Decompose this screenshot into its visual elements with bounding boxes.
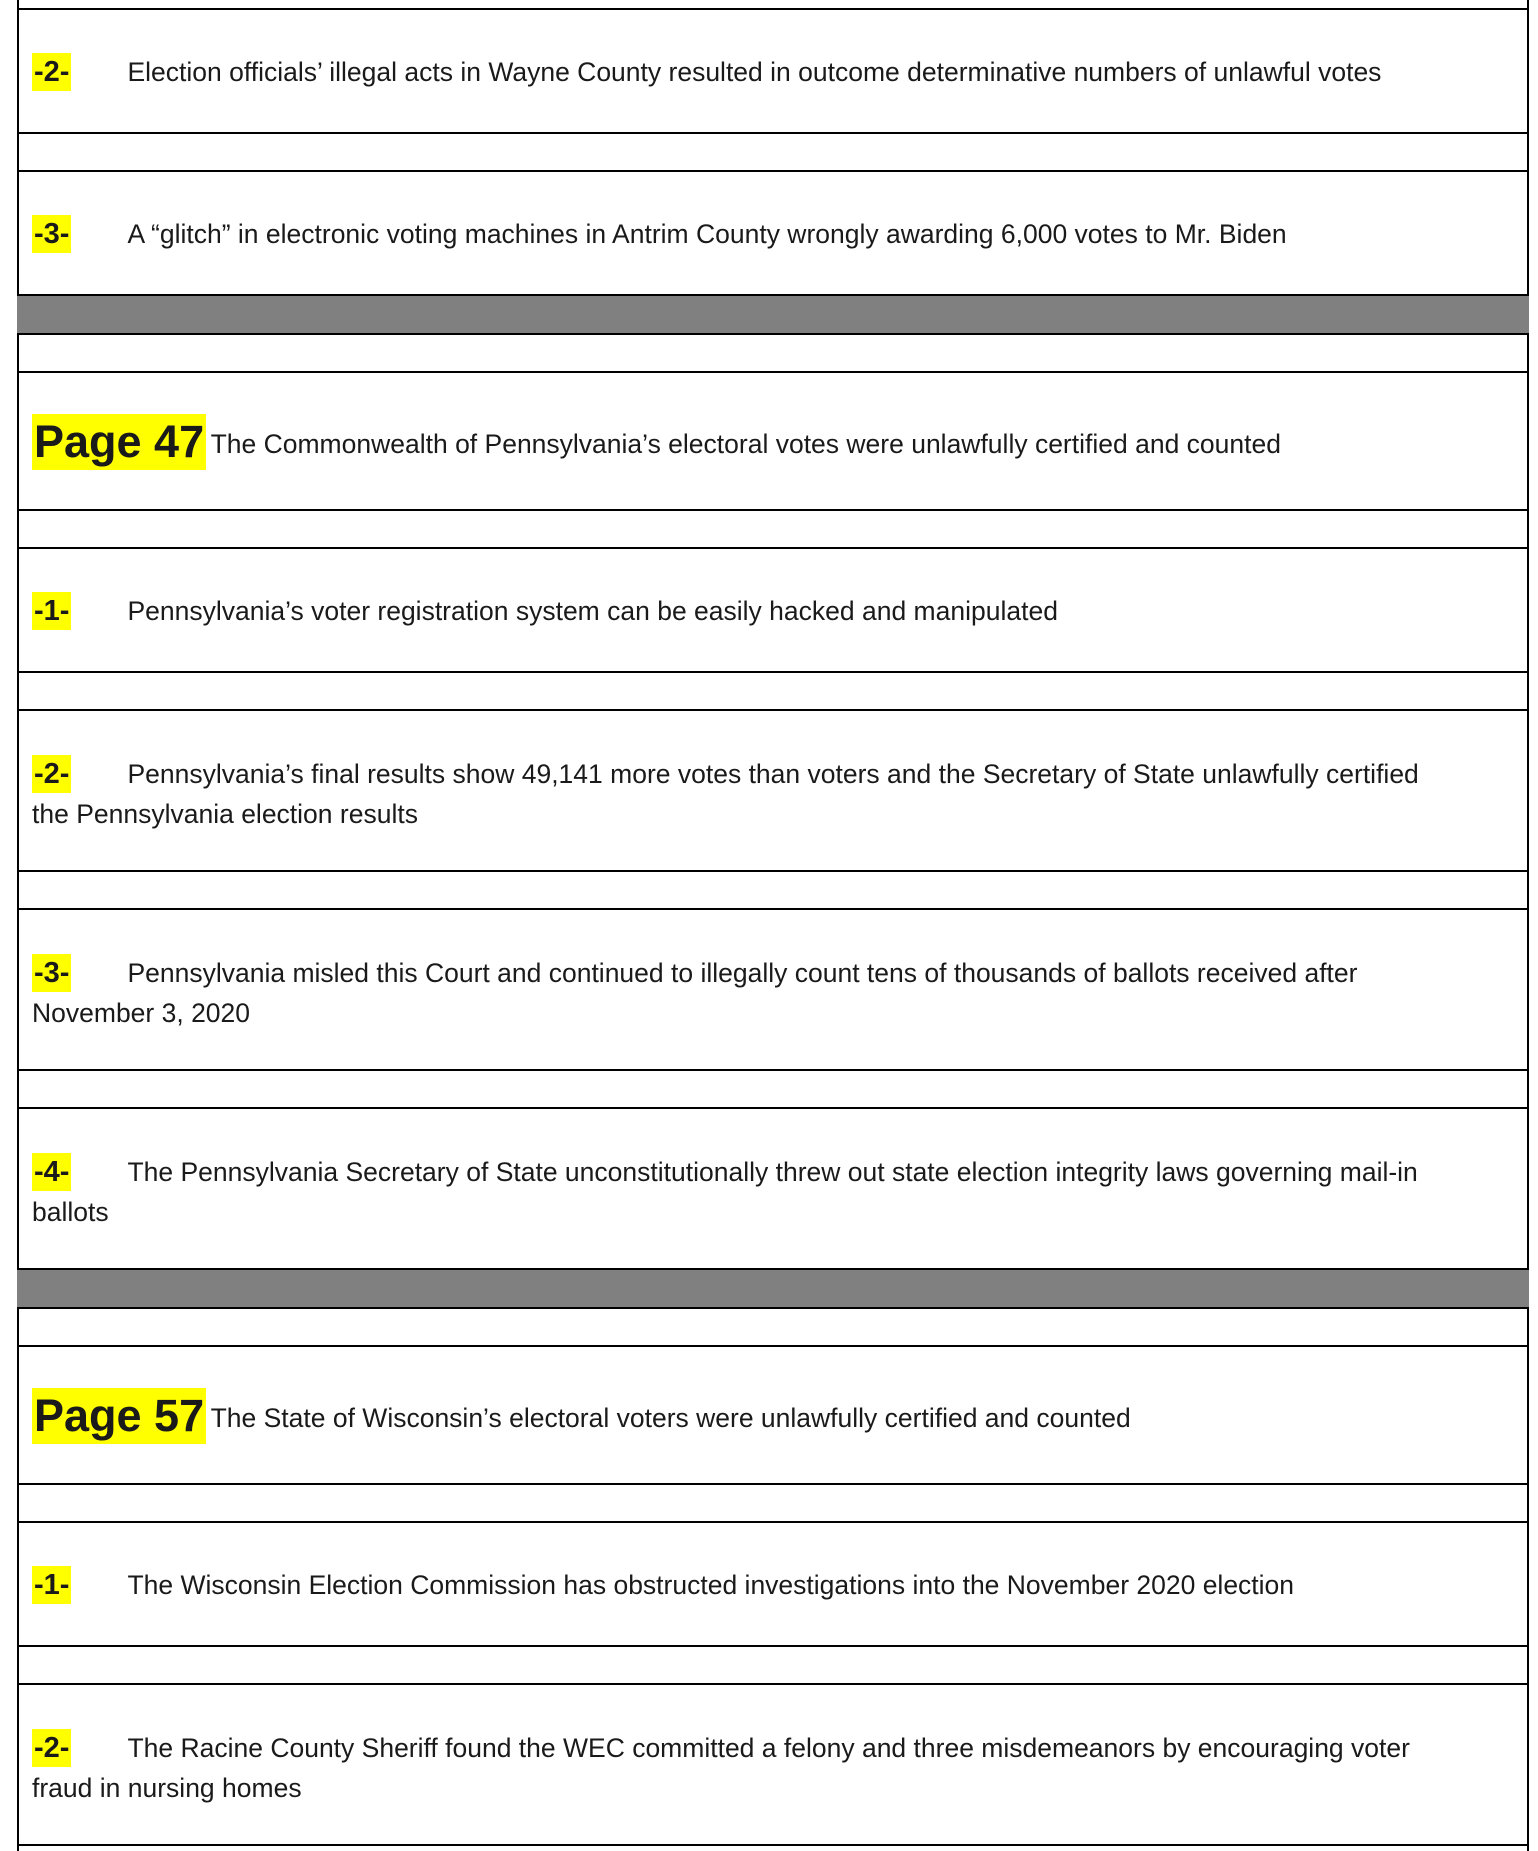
item-text-continued: the Pennsylvania election results — [32, 799, 418, 829]
section-heading — [32, 414, 1522, 470]
item-text: The Racine County Sheriff found the WEC committed a felony and three misdemeanors by encouraging voter — [127, 1733, 1410, 1763]
rule — [17, 132, 1529, 134]
item-text: A “glitch” in electronic voting machines in Antrim County wrongly awarding 6,000 votes to Mr. Biden — [127, 219, 1287, 249]
item-text: Pennsylvania’s final results show 49,141 more votes than voters and the Secretary of State unlawfully certified — [127, 759, 1419, 789]
rule — [17, 709, 1529, 711]
item-number: -2- — [32, 1729, 71, 1767]
rule — [17, 1107, 1529, 1109]
rule — [17, 1645, 1529, 1647]
section-divider-gray — [17, 1270, 1529, 1307]
item-text-continued: November 3, 2020 — [32, 998, 251, 1028]
rule — [17, 371, 1529, 373]
page-label: Page 47 — [32, 414, 206, 470]
item-number: -2- — [32, 53, 71, 91]
rule — [17, 509, 1529, 511]
rule — [17, 170, 1529, 172]
item-text-continued: fraud in nursing homes — [32, 1773, 302, 1803]
list-item — [32, 1565, 1522, 1605]
item-number: -1- — [32, 1566, 71, 1604]
rule — [17, 1683, 1529, 1685]
item-text: Pennsylvania’s voter registration system can be easily hacked and manipulated — [127, 596, 1058, 626]
rule — [17, 870, 1529, 872]
section-heading — [32, 1388, 1522, 1444]
rule — [17, 1345, 1529, 1347]
item-text: Election officials’ illegal acts in Wayne County resulted in outcome determinative numbers of unlawful votes — [127, 57, 1382, 87]
list-item — [32, 754, 1522, 834]
item-text: Pennsylvania misled this Court and continued to illegally count tens of thousands of ballots received after — [127, 958, 1358, 988]
item-number: -4- — [32, 1153, 71, 1191]
rule — [17, 8, 1529, 10]
heading-text: The State of Wisconsin’s electoral voters were unlawfully certified and counted — [210, 1403, 1131, 1433]
section-divider-gray — [17, 296, 1529, 333]
item-number: -2- — [32, 755, 71, 793]
rule — [17, 1307, 1529, 1309]
item-number: -3- — [32, 954, 71, 992]
table-left-border — [17, 0, 19, 1851]
item-text: The Wisconsin Election Commission has obstructed investigations into the November 2020 election — [127, 1570, 1295, 1600]
page-label: Page 57 — [32, 1388, 206, 1444]
heading-text: The Commonwealth of Pennsylvania’s electoral votes were unlawfully certified and counted — [210, 429, 1281, 459]
rule — [17, 1483, 1529, 1485]
list-item — [32, 214, 1522, 254]
list-item — [32, 953, 1522, 1033]
rule — [17, 333, 1529, 335]
rule — [17, 1521, 1529, 1523]
table-right-border — [1527, 0, 1529, 1851]
rule — [17, 671, 1529, 673]
rule — [17, 547, 1529, 549]
list-item — [32, 591, 1522, 631]
item-text: The Pennsylvania Secretary of State unconstitutionally threw out state election integrity laws governing mail-in — [127, 1157, 1418, 1187]
list-item — [32, 1728, 1522, 1808]
list-item — [32, 52, 1522, 92]
item-number: -1- — [32, 592, 71, 630]
rule — [17, 1069, 1529, 1071]
rule — [17, 908, 1529, 910]
rule — [17, 1844, 1529, 1846]
item-text-continued: ballots — [32, 1197, 109, 1227]
list-item — [32, 1152, 1522, 1232]
item-number: -3- — [32, 215, 71, 253]
